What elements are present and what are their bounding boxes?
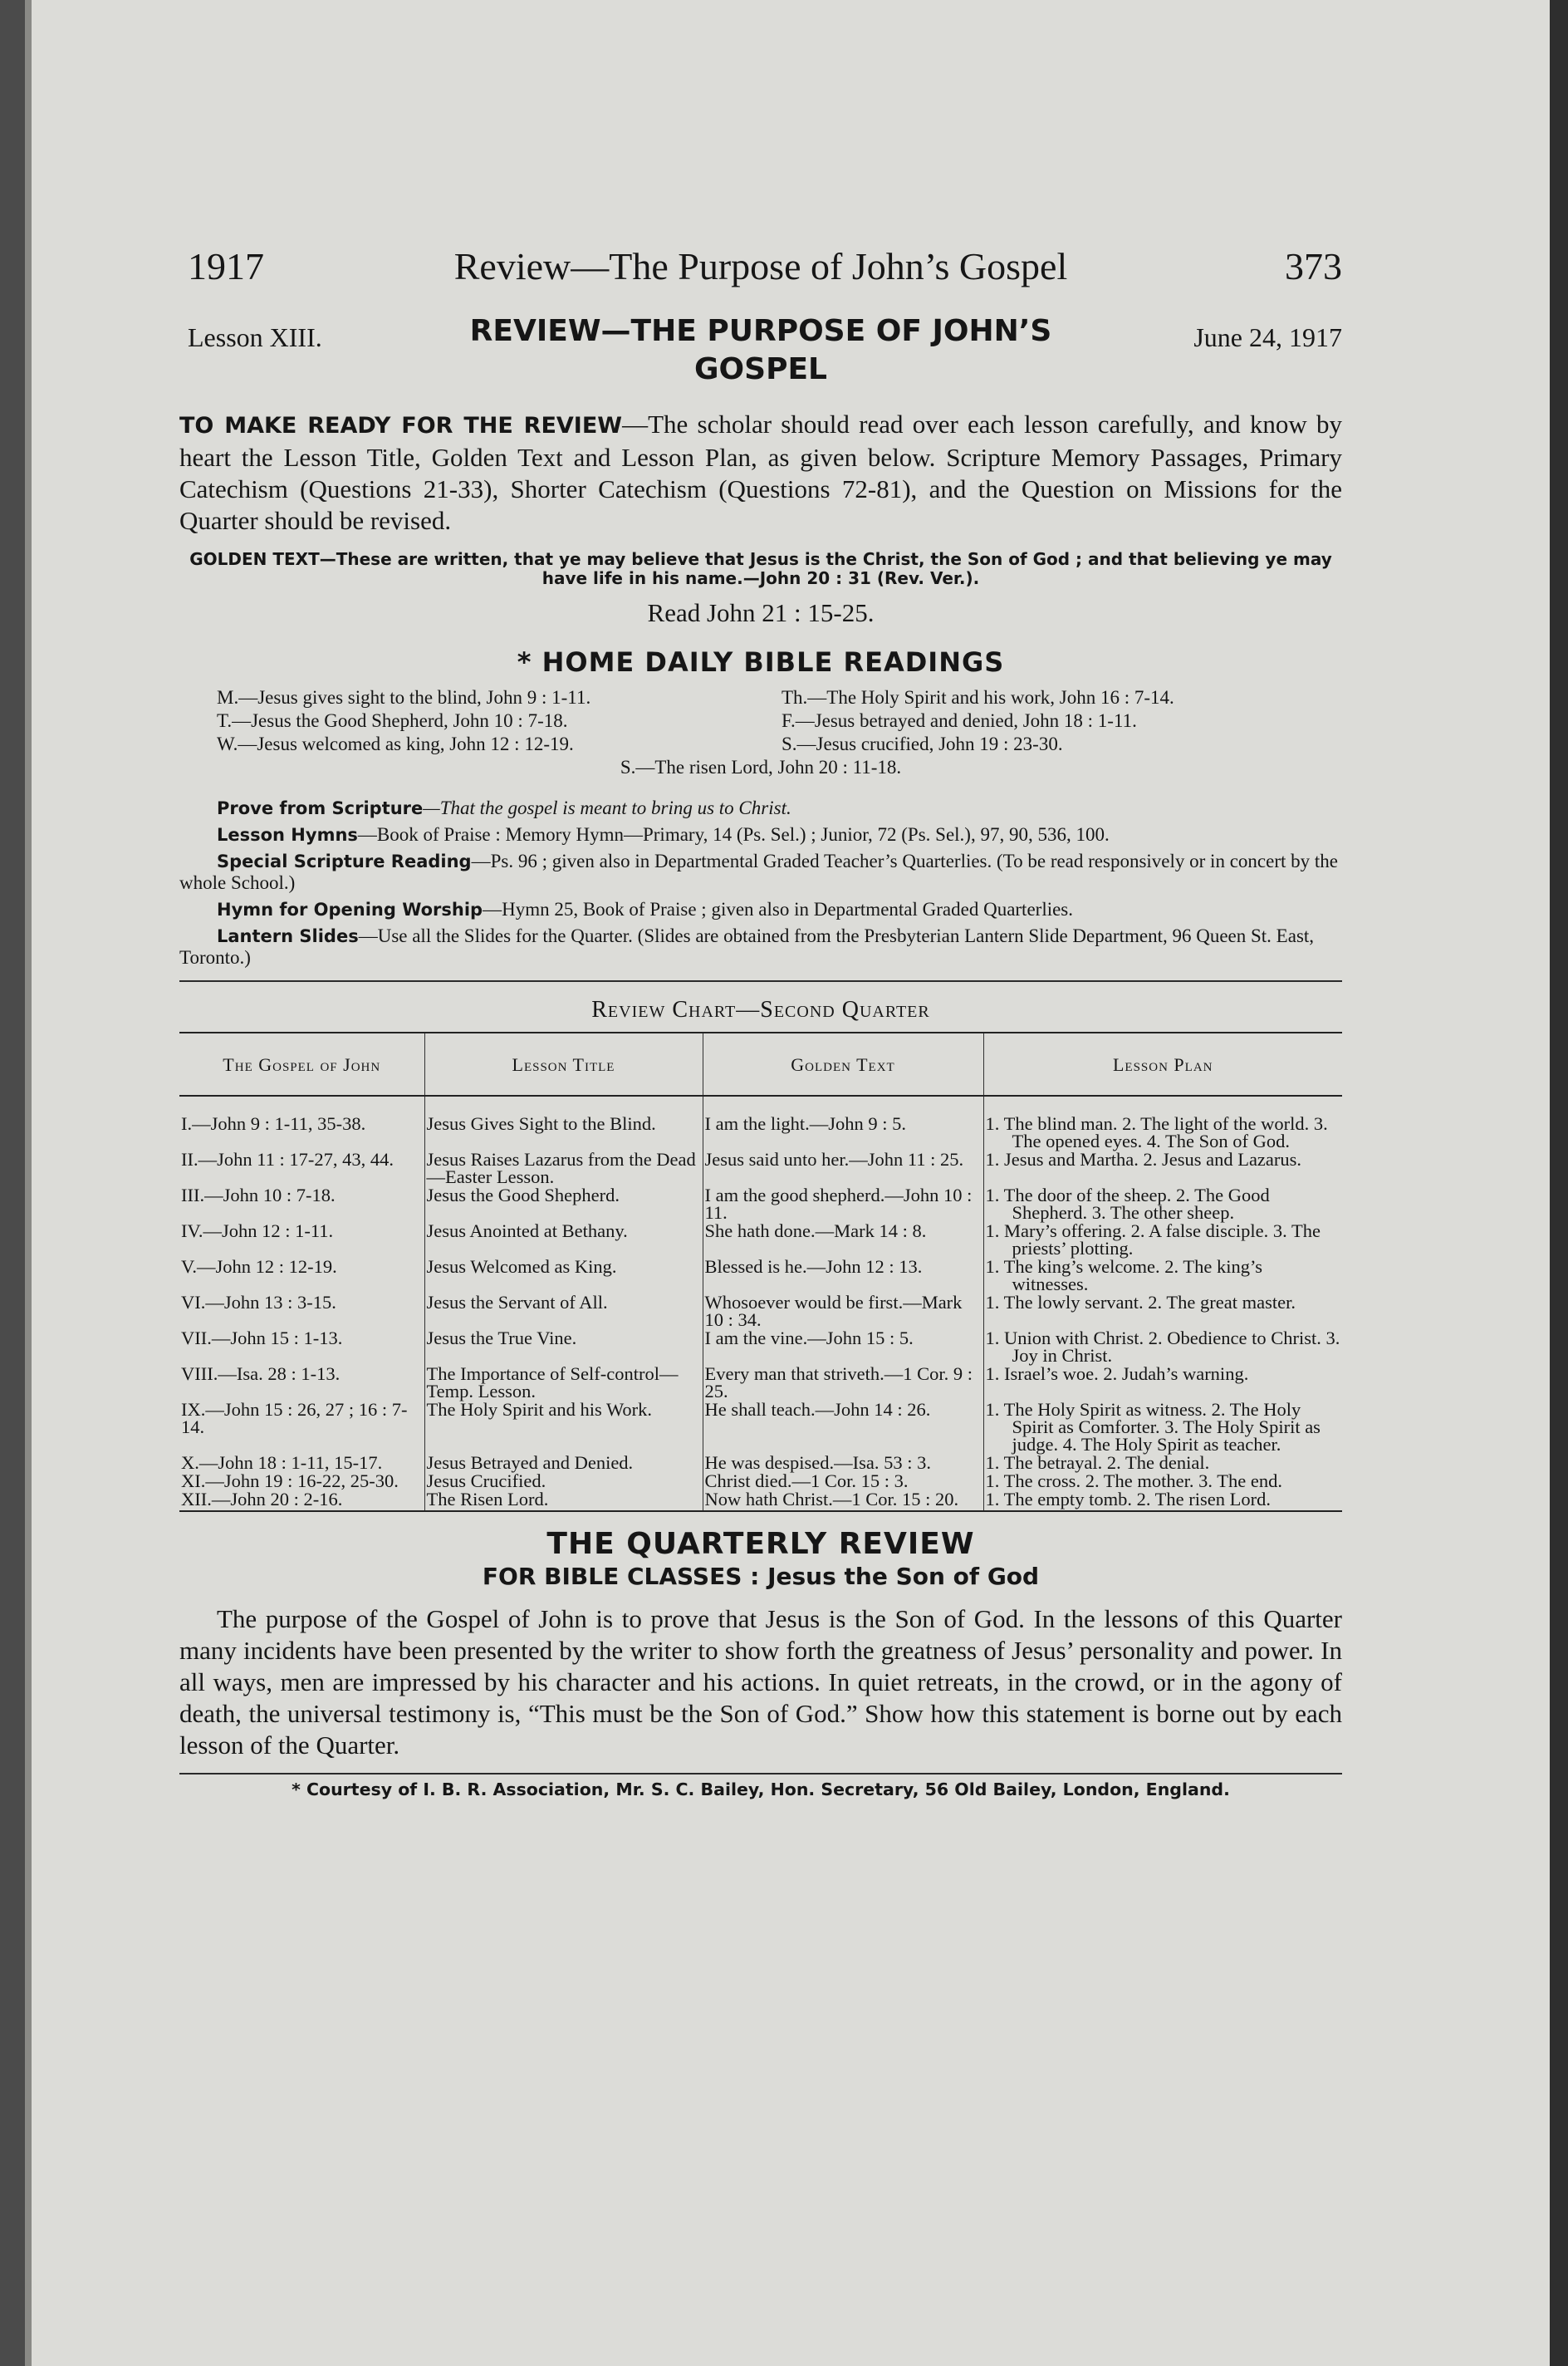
note-text: —Hymn 25, Book of Praise ; given also in Departmental Graded Quarterlies. xyxy=(483,899,1074,920)
cell-golden-text: Whosoever would be first.—Mark 10 : 34. xyxy=(703,1293,983,1329)
note-text: —That the gospel is meant to bring us to Christ. xyxy=(423,798,791,818)
table-row xyxy=(179,1454,1342,1472)
cell-lesson-plan: 1. The door of the sheep. 2. The Good Shepherd. 3. The other sheep. xyxy=(983,1186,1342,1222)
running-head-year: 1917 xyxy=(188,245,264,287)
note-hymns xyxy=(179,824,1342,846)
reading-item: Th.—The Holy Spirit and his work, John 16 : 7-14. xyxy=(782,687,1174,708)
cell-reference: XI.—John 19 : 16-22, 25-30. xyxy=(181,1470,399,1491)
cell-lesson-title: The Importance of Self-control—Temp. Lesson. xyxy=(424,1365,703,1401)
cell-reference: V.—John 12 : 12-19. xyxy=(181,1256,337,1277)
review-chart-body xyxy=(179,1096,1342,1511)
cell-reference: VI.—John 13 : 3-15. xyxy=(181,1292,336,1313)
cell-golden-text: Every man that striveth.—1 Cor. 9 : 25. xyxy=(703,1365,983,1401)
cell-lesson-title: Jesus Crucified. xyxy=(424,1472,703,1490)
reading-item: F.—Jesus betrayed and denied, John 18 : 1-11. xyxy=(782,710,1137,731)
make-ready-lead: TO MAKE READY FOR THE REVIEW xyxy=(179,413,623,439)
cell-lesson-title: Jesus the Servant of All. xyxy=(424,1293,703,1329)
cell-reference: VIII.—Isa. 28 : 1-13. xyxy=(181,1363,341,1384)
lesson-title-line-2: GOSPEL xyxy=(694,352,827,386)
reading-item: S.—Jesus crucified, John 19 : 23-30. xyxy=(782,734,1063,754)
cell-lesson-plan: 1. The lowly servant. 2. The great master. xyxy=(983,1293,1342,1329)
cell-lesson-title: The Risen Lord. xyxy=(424,1490,703,1511)
reading-item: M.—Jesus gives sight to the blind, John 9 : 1-11. xyxy=(217,687,591,708)
page-number: 373 xyxy=(1285,245,1342,287)
table-row xyxy=(179,1096,1342,1151)
cell-lesson-plan: 1. The king’s welcome. 2. The king’s witnesses. xyxy=(983,1258,1342,1293)
review-chart-title: Review Chart—Second Quarter xyxy=(591,997,930,1023)
note-label: Lesson Hymns xyxy=(217,825,358,845)
cell-reference: VII.—John 15 : 1-13. xyxy=(181,1328,343,1348)
cell-lesson-plan: 1. The Holy Spirit as witness. 2. The Holy Spirit as Comforter. 3. The Holy Spirit as judge. 4. The Holy Spirit as teacher. xyxy=(983,1401,1342,1454)
cell-golden-text: He was despised.—Isa. 53 : 3. xyxy=(703,1454,983,1472)
table-header-row xyxy=(179,1033,1342,1096)
lesson-number: Lesson XIII. xyxy=(188,322,322,352)
note-label: Lantern Slides xyxy=(217,926,359,946)
cell-reference: III.—John 10 : 7-18. xyxy=(181,1185,336,1205)
table-row xyxy=(179,1186,1342,1222)
cell-golden-text: I am the vine.—John 15 : 5. xyxy=(703,1329,983,1365)
cell-golden-text: Jesus said unto her.—John 11 : 25. xyxy=(703,1151,983,1186)
cell-lesson-title: Jesus Gives Sight to the Blind. xyxy=(424,1096,703,1151)
note-label: Hymn for Opening Worship xyxy=(217,900,483,920)
quarterly-review-title: THE QUARTERLY REVIEW xyxy=(546,1527,975,1561)
cell-reference: X.—John 18 : 1-11, 15-17. xyxy=(181,1452,383,1473)
cell-lesson-plan: 1. The empty tomb. 2. The risen Lord. xyxy=(983,1490,1342,1511)
cell-reference: II.—John 11 : 17-27, 43, 44. xyxy=(181,1149,394,1170)
column-header-golden-text: Golden Text xyxy=(703,1033,983,1096)
table-row xyxy=(179,1258,1342,1293)
footnote: * Courtesy of I. B. R. Association, Mr. S. C. Bailey, Hon. Secretary, 56 Old Bailey, London, England. xyxy=(179,1773,1342,1799)
reading-item: S.—The risen Lord, John 20 : 11-18. xyxy=(620,757,902,778)
table-row xyxy=(179,1472,1342,1490)
lesson-notes xyxy=(179,798,1342,969)
lesson-title xyxy=(387,312,1134,389)
cell-lesson-plan: 1. Union with Christ. 2. Obedience to Christ. 3. Joy in Christ. xyxy=(983,1329,1342,1365)
golden-text xyxy=(179,550,1342,588)
cell-lesson-title: Jesus Betrayed and Denied. xyxy=(424,1454,703,1472)
cell-golden-text: I am the good shepherd.—John 10 : 11. xyxy=(703,1186,983,1222)
table-row xyxy=(179,1365,1342,1401)
cell-lesson-title: Jesus the True Vine. xyxy=(424,1329,703,1365)
column-header-lesson-plan: Lesson Plan xyxy=(983,1033,1342,1096)
page-edge-shadow xyxy=(1550,0,1568,2366)
note-text: —Book of Praise : Memory Hymn—Primary, 14 (Ps. Sel.) ; Junior, 72 (Ps. Sel.), 97, 90, 536, 100. xyxy=(357,824,1110,845)
cell-reference: IX.—John 15 : 26, 27 ; 16 : 7-14. xyxy=(181,1399,408,1437)
cell-reference: IV.—John 12 : 1-11. xyxy=(181,1220,334,1241)
note-text: —Use all the Slides for the Quarter. (Slides are obtained from the Presbyterian Lantern Slide Department, 96 Queen St. East, Toronto.) xyxy=(179,925,1315,968)
running-head xyxy=(179,241,1342,296)
cell-golden-text: I am the light.—John 9 : 5. xyxy=(703,1096,983,1151)
table-row xyxy=(179,1222,1342,1258)
cell-reference: XII.—John 20 : 2-16. xyxy=(179,1490,424,1511)
quarterly-review-subtitle: FOR BIBLE CLASSES : Jesus the Son of God xyxy=(482,1563,1040,1590)
table-row xyxy=(179,1329,1342,1365)
home-readings-column-2 xyxy=(782,686,1338,756)
home-readings-column-1 xyxy=(217,686,765,756)
cell-golden-text: He shall teach.—John 14 : 26. xyxy=(703,1401,983,1454)
cell-lesson-plan: 1. Jesus and Martha. 2. Jesus and Lazarus. xyxy=(983,1151,1342,1186)
golden-text-lead: GOLDEN TEXT xyxy=(189,549,320,569)
read-passage: Read John 21 : 15-25. xyxy=(647,598,875,627)
cell-lesson-title: The Holy Spirit and his Work. xyxy=(424,1401,703,1454)
make-ready-text: —The scholar should read over each lesson carefully, and know by heart the Lesson Title, Golden Text and Lesson Plan, as given below. Scripture Memory Passages, Primary Catechism (Questions 21-33), Shorter Catechism (Questions 72-81), and the Question on Missions for the Quarter should be revised. xyxy=(179,410,1342,535)
lesson-date: June 24, 1917 xyxy=(1193,322,1342,352)
lesson-header xyxy=(179,312,1342,399)
cell-golden-text: Christ died.—1 Cor. 15 : 3. xyxy=(703,1472,983,1490)
reading-item: W.—Jesus welcomed as king, John 12 : 12-19. xyxy=(217,734,574,754)
cell-lesson-plan: 1. Israel’s woe. 2. Judah’s warning. xyxy=(983,1365,1342,1401)
column-header-gospel: The Gospel of John xyxy=(179,1033,424,1096)
cell-lesson-title: Jesus Anointed at Bethany. xyxy=(424,1222,703,1258)
note-lantern-slides xyxy=(179,925,1342,969)
lesson-title-line-1: REVIEW—THE PURPOSE OF JOHN’S xyxy=(469,314,1052,348)
cell-lesson-title: Jesus the Good Shepherd. xyxy=(424,1186,703,1222)
cell-lesson-plan: 1. Mary’s offering. 2. A false disciple. 3. The priests’ plotting. xyxy=(983,1222,1342,1258)
table-row xyxy=(179,1151,1342,1186)
note-opening-hymn xyxy=(179,899,1342,920)
home-readings xyxy=(179,686,1342,786)
table-row xyxy=(179,1401,1342,1454)
reading-item: T.—Jesus the Good Shepherd, John 10 : 7-18. xyxy=(217,710,568,731)
cell-golden-text: Now hath Christ.—1 Cor. 15 : 20. xyxy=(703,1490,983,1511)
golden-text-body: —These are written, that ye may believe that Jesus is the Christ, the Son of God ; and that believing ye may have life in his name.—John 20 : 31 (Rev. Ver.). xyxy=(319,549,1332,588)
cell-lesson-title: Jesus Welcomed as King. xyxy=(424,1258,703,1293)
cell-lesson-plan: 1. The betrayal. 2. The denial. xyxy=(983,1454,1342,1472)
cell-reference: I.—John 9 : 1-11, 35-38. xyxy=(181,1113,366,1134)
quarterly-review-body: The purpose of the Gospel of John is to prove that Jesus is the Son of God. In the lessons of this Quarter many incidents have been presented by the writer to show forth the greatness of Jesus’ personality and power. In all ways, men are impressed by his character and his actions. In quiet retreats, in the crowd, or in the agony of death, the universal testimony is, “This must be the Son of God.” Show how this statement is borne out by each lesson of the Quarter. xyxy=(179,1604,1342,1760)
table-row xyxy=(179,1490,1342,1511)
review-chart-table xyxy=(179,1032,1342,1512)
book-gutter xyxy=(25,0,32,2366)
note-scripture-reading xyxy=(179,851,1342,894)
column-header-lesson-title: Lesson Title xyxy=(424,1033,703,1096)
note-label: Special Scripture Reading xyxy=(217,852,472,871)
note-label: Prove from Scripture xyxy=(217,798,424,818)
running-head-title: Review—The Purpose of John’s Gospel xyxy=(453,245,1068,287)
cell-lesson-plan: 1. The cross. 2. The mother. 3. The end. xyxy=(983,1472,1342,1490)
home-readings-title: * HOME DAILY BIBLE READINGS xyxy=(517,646,1005,678)
page xyxy=(179,241,1342,1799)
cell-golden-text: Blessed is he.—John 12 : 13. xyxy=(703,1258,983,1293)
divider xyxy=(179,980,1342,982)
cell-golden-text: She hath done.—Mark 14 : 8. xyxy=(703,1222,983,1258)
cell-lesson-title: Jesus Raises Lazarus from the Dead—Easter Lesson. xyxy=(424,1151,703,1186)
cell-lesson-plan: 1. The blind man. 2. The light of the world. 3. The opened eyes. 4. The Son of God. xyxy=(983,1096,1342,1151)
make-ready-paragraph xyxy=(179,409,1342,537)
table-row xyxy=(179,1293,1342,1329)
note-prove xyxy=(179,798,1342,819)
note-text: —Ps. 96 ; given also in Departmental Graded Teacher’s Quarterlies. (To be read responsively or in concert by the whole School.) xyxy=(179,851,1338,893)
